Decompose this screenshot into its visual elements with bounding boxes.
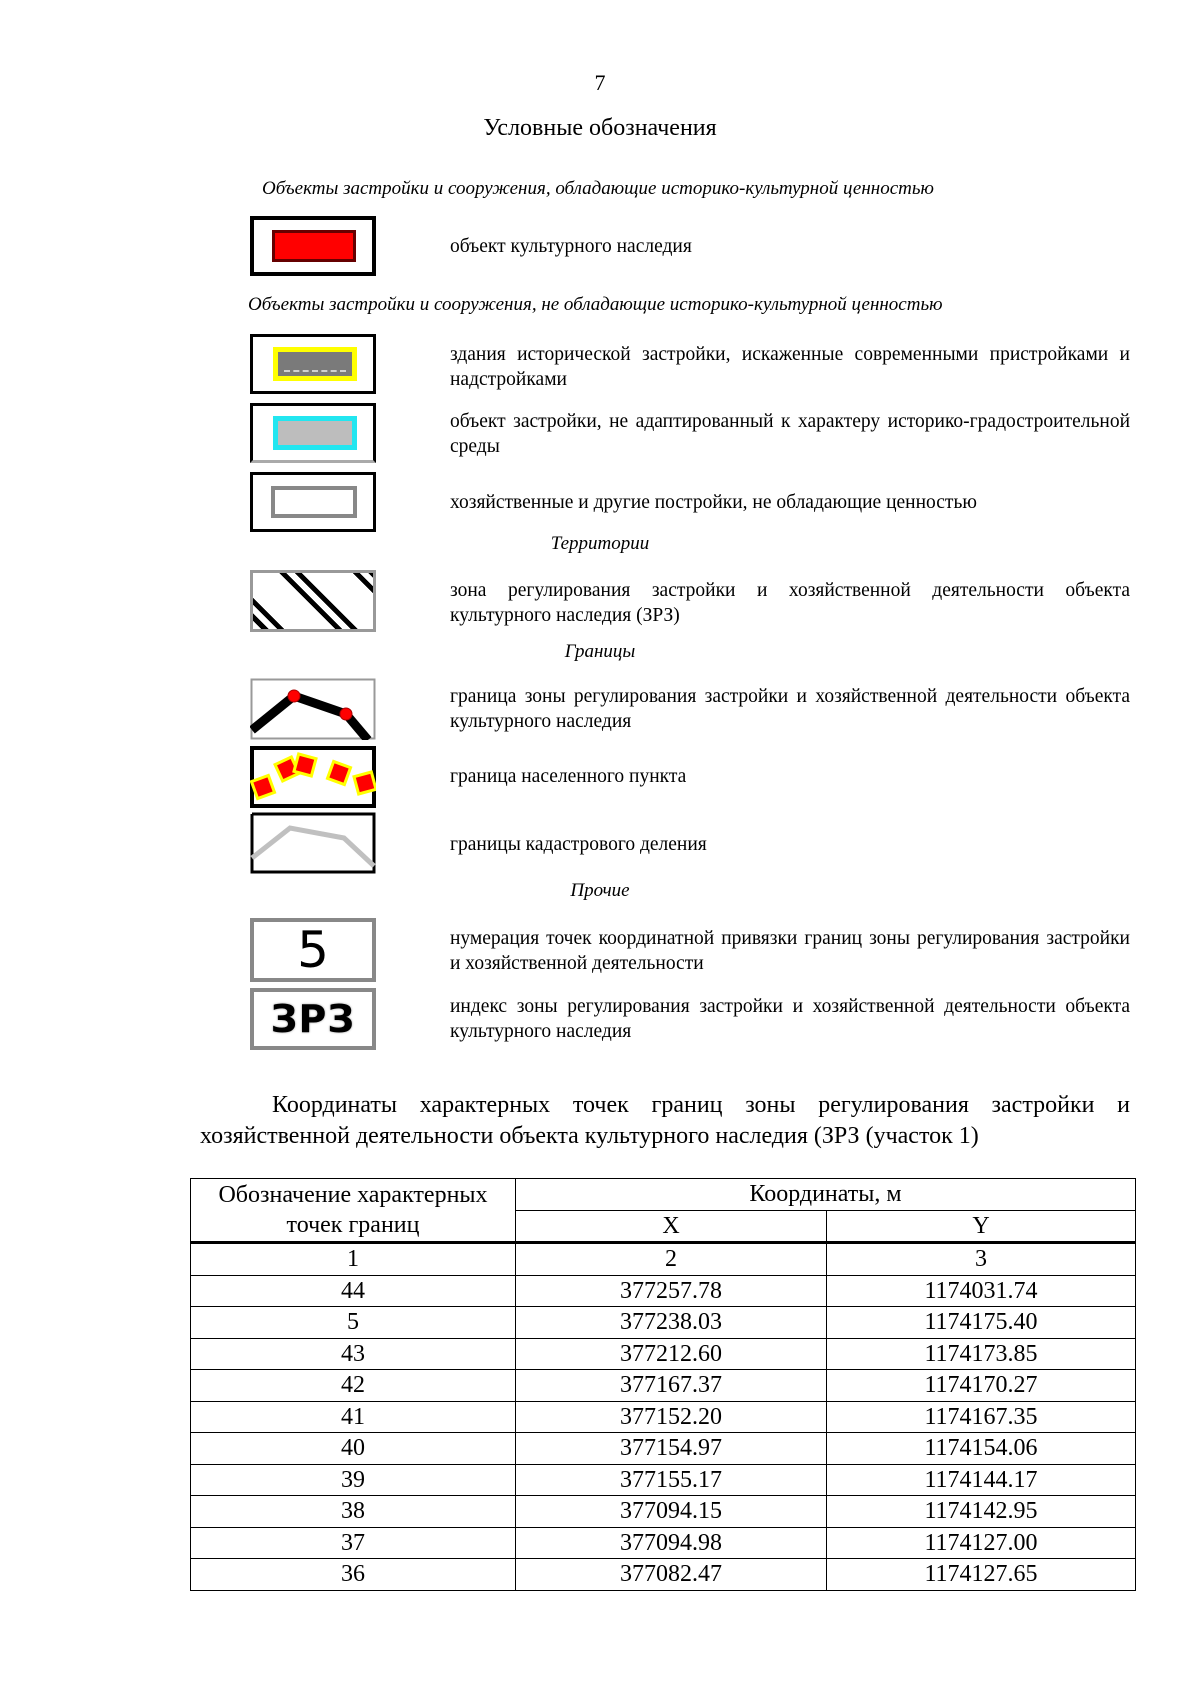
header-y: Y xyxy=(827,1210,1136,1243)
cell-point: 43 xyxy=(191,1338,516,1370)
cell-x: 377094.98 xyxy=(516,1527,827,1559)
outbuilding-icon xyxy=(250,472,376,532)
legend-text: объект застройки, не адаптированный к характеру историко-градостроительной среды xyxy=(450,411,1130,457)
cell-x: 377152.20 xyxy=(516,1401,827,1433)
cell-y: 1174167.35 xyxy=(827,1401,1136,1433)
cell-y: 1174170.27 xyxy=(827,1370,1136,1402)
section-heading-other: Прочие xyxy=(570,880,630,901)
table-row xyxy=(191,1496,1136,1528)
table-caption-text: Координаты характерных точек границ зоны регулирования застройки и хозяйственной деятельности объекта культурного наследия (ЗРЗ (участок 1) xyxy=(200,1092,1130,1149)
legend-text: индекс зоны регулирования застройки и хозяйственной деятельности объекта культурного наследия xyxy=(450,996,1130,1042)
table-row xyxy=(191,1559,1136,1591)
zone-boundary-line-icon xyxy=(250,678,376,740)
cell-y: 1174173.85 xyxy=(827,1338,1136,1370)
distorted-historic-building-icon xyxy=(250,334,376,394)
section-heading-non-valuable: Объекты застройки и сооружения, не обладающие историко-культурной ценностью xyxy=(248,294,943,315)
cell-y: 1174142.95 xyxy=(827,1496,1136,1528)
cell-point: 42 xyxy=(191,1370,516,1402)
cell-y: 1174031.74 xyxy=(827,1275,1136,1307)
table-caption xyxy=(200,1090,1130,1152)
hatched-zone-icon xyxy=(250,570,376,632)
column-number: 1 xyxy=(191,1243,516,1276)
legend-text: зона регулирования застройки и хозяйственной деятельности объекта культурного наследия (ЗРЗ) xyxy=(450,580,1130,626)
cell-y: 1174127.00 xyxy=(827,1527,1136,1559)
cadastral-boundary-icon xyxy=(250,812,376,874)
cell-y: 1174154.06 xyxy=(827,1433,1136,1465)
cell-x: 377154.97 xyxy=(516,1433,827,1465)
header-coords: Координаты, м xyxy=(516,1179,1136,1211)
section-heading-valuable: Объекты застройки и сооружения, обладающие историко-культурной ценностью xyxy=(262,178,934,199)
heritage-object-icon xyxy=(250,216,376,276)
cell-x: 377212.60 xyxy=(516,1338,827,1370)
cell-y: 1174175.40 xyxy=(827,1307,1136,1339)
section-heading-boundaries: Границы xyxy=(564,641,636,662)
cell-x: 377082.47 xyxy=(516,1559,827,1591)
table-row xyxy=(191,1464,1136,1496)
table-row xyxy=(191,1433,1136,1465)
cell-point: 36 xyxy=(191,1559,516,1591)
column-number: 3 xyxy=(827,1243,1136,1276)
legend-title: Условные обозначения xyxy=(483,115,717,141)
header-x: X xyxy=(516,1210,827,1243)
cell-point: 41 xyxy=(191,1401,516,1433)
column-number: 2 xyxy=(516,1243,827,1276)
coordinates-table xyxy=(190,1178,1136,1591)
cell-x: 377155.17 xyxy=(516,1464,827,1496)
legend-text: хозяйственные и другие постройки, не обладающие ценностью xyxy=(450,492,977,513)
non-adapted-building-icon xyxy=(250,403,376,463)
cell-point: 44 xyxy=(191,1275,516,1307)
legend-text: объект культурного наследия xyxy=(450,236,692,257)
point-number-icon: 5 xyxy=(250,918,376,982)
zone-index-icon: ЗРЗ xyxy=(250,988,376,1050)
table-row xyxy=(191,1401,1136,1433)
legend-text: граница населенного пункта xyxy=(450,766,687,787)
cell-point: 39 xyxy=(191,1464,516,1496)
cell-y: 1174127.65 xyxy=(827,1559,1136,1591)
legend-text: нумерация точек координатной привязки границ зоны регулирования застройки и хозяйственной деятельности xyxy=(450,928,1130,974)
settlement-boundary-icon xyxy=(250,746,376,808)
cell-point: 5 xyxy=(191,1307,516,1339)
cell-x: 377167.37 xyxy=(516,1370,827,1402)
header-point: Обозначение характерных точек границ xyxy=(191,1179,516,1243)
table-row xyxy=(191,1307,1136,1339)
legend-text: границы кадастрового деления xyxy=(450,834,707,855)
column-number-row xyxy=(191,1243,1136,1276)
legend-text: граница зоны регулирования застройки и хозяйственной деятельности объекта культурного наследия xyxy=(450,686,1130,732)
table-row xyxy=(191,1527,1136,1559)
page-number: 7 xyxy=(594,70,606,95)
table-row xyxy=(191,1275,1136,1307)
table-row xyxy=(191,1370,1136,1402)
cell-x: 377238.03 xyxy=(516,1307,827,1339)
cell-point: 38 xyxy=(191,1496,516,1528)
cell-x: 377257.78 xyxy=(516,1275,827,1307)
legend-text: здания исторической застройки, искаженные современными пристройками и надстройками xyxy=(450,344,1130,390)
cell-point: 37 xyxy=(191,1527,516,1559)
section-heading-territories: Территории xyxy=(550,533,650,554)
header-row xyxy=(191,1179,1136,1211)
cell-point: 40 xyxy=(191,1433,516,1465)
table-row xyxy=(191,1338,1136,1370)
cell-y: 1174144.17 xyxy=(827,1464,1136,1496)
cell-x: 377094.15 xyxy=(516,1496,827,1528)
